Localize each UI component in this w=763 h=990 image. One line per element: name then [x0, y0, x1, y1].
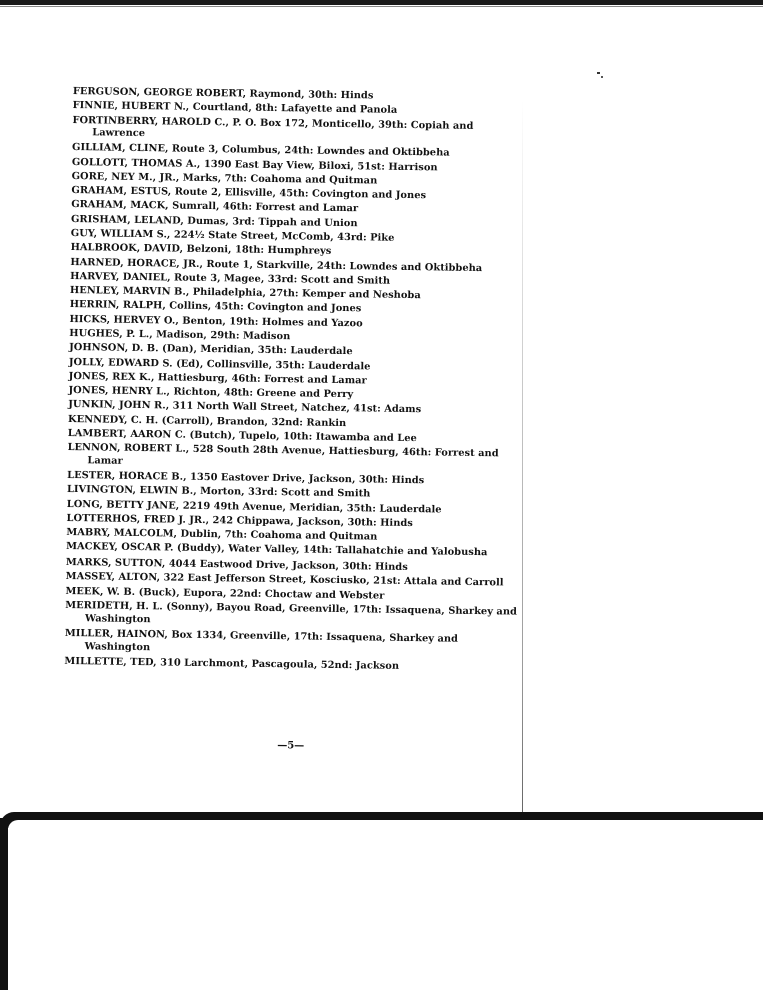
directory-entry: HARNED, HORACE, JR., Route 1, Starkville, 24th: Lowndes and Oktibbeha — [70, 256, 483, 274]
directory-entry: MILLER, HAINON, Box 1334, Greenville, 17th: Issaquena, Sharkey and Washington — [64, 628, 459, 653]
directory-entry: LOTTERHOS, FRED J. JR., 242 Chippawa, Jackson, 30th: Hinds — [66, 512, 413, 529]
directory-entry: HERRIN, RALPH, Collins, 45th: Covington and Jones — [69, 299, 362, 315]
directory-entry: LESTER, HORACE B., 1350 Eastover Drive, Jackson, 30th: Hinds — [67, 469, 425, 487]
top-border-rule-thin — [0, 6, 763, 7]
directory-entry: MABRY, MALCOLM, Dublin, 7th: Coahoma and Quitman — [66, 527, 378, 543]
directory-entry: JOLLY, EDWARD S. (Ed), Collinsville, 35th: Lauderdale — [68, 356, 371, 373]
directory-entry: GORE, NEY M., JR., Marks, 7th: Coahoma and Quitman — [71, 170, 378, 187]
directory-entry: HARVEY, DANIEL, Route 3, Magee, 33rd: Scott and Smith — [70, 270, 391, 287]
directory-entry: MASSEY, ALTON, 322 East Jefferson Street, Kosciusko, 21st: Attala and Carroll — [65, 570, 504, 589]
scan-speck — [601, 76, 603, 78]
directory-entry: GUY, WILLIAM S., 224½ State Street, McComb, 43rd: Pike — [70, 228, 395, 244]
directory-entry: MACKEY, OSCAR P. (Buddy), Water Valley, 14th: Tallahatchie and Yalobusha — [66, 541, 488, 559]
directory-entry: HUGHES, P. L., Madison, 29th: Madison — [69, 327, 291, 343]
directory-entry: JONES, HENRY L., Richton, 48th: Greene and Perry — [68, 385, 354, 401]
directory-entry: MERIDETH, H. L. (Sonny), Bayou Road, Greenville, 17th: Issaquena, Sharkey and Washington — [65, 600, 518, 626]
top-border-rule — [0, 0, 763, 5]
next-page-area — [0, 812, 763, 990]
directory-entry: GILLIAM, CLINE, Route 3, Columbus, 24th: Lowndes and Oktibbeha — [72, 142, 450, 159]
directory-entry: GRISHAM, LELAND, Dumas, 3rd: Tippah and Union — [70, 213, 358, 229]
member-directory-list — [64, 86, 528, 752]
directory-entry: JOHNSON, D. B. (Dan), Meridian, 35th: Lauderdale — [69, 342, 353, 358]
next-page-edge — [0, 812, 763, 828]
directory-entry: HENLEY, MARVIN B., Philadelphia, 27th: Kemper and Neshoba — [69, 285, 421, 302]
directory-entry: GRAHAM, MACK, Sumrall, 46th: Forrest and Lamar — [71, 199, 359, 215]
directory-entry: FINNIE, HUBERT N., Courtland, 8th: Lafayette and Panola — [72, 100, 398, 117]
directory-entry: HALBROOK, DAVID, Belzoni, 18th: Humphreys — [70, 242, 332, 258]
directory-entry: LIVINGTON, ELWIN B., Morton, 33rd: Scott and Smith — [66, 484, 371, 500]
directory-entry: FORTINBERRY, HAROLD C., P. O. Box 172, Monticello, 39th: Copiah and Lawrence — [72, 114, 474, 140]
directory-entry: LENNON, ROBERT L., 528 South 28th Avenue, Hattiesburg, 46th: Forrest and Lamar — [67, 442, 499, 467]
next-page-left-edge — [0, 818, 8, 990]
directory-entry: GRAHAM, ESTUS, Route 2, Ellisville, 45th: Covington and Jones — [71, 185, 427, 202]
directory-entry: LONG, BETTY JANE, 2219 49th Avenue, Meridian, 35th: Lauderdale — [66, 498, 442, 516]
page-number: —5— — [277, 740, 305, 752]
directory-entry: MEEK, W. B. (Buck), Eupora, 22nd: Choctaw and Webster — [65, 586, 385, 602]
directory-entry: GOLLOTT, THOMAS A., 1390 East Bay View, Biloxi, 51st: Harrison — [71, 156, 438, 174]
directory-entry: MARKS, SUTTON, 4044 Eastwood Drive, Jackson, 30th: Hinds — [65, 556, 408, 573]
directory-entry: LAMBERT, AARON C. (Butch), Tupelo, 10th: Itawamba and Lee — [67, 427, 417, 445]
directory-entry: MILLETTE, TED, 310 Larchmont, Pascagoula, 52nd: Jackson — [64, 655, 400, 672]
directory-entry: FERGUSON, GEORGE ROBERT, Raymond, 30th: Hinds — [72, 86, 374, 102]
directory-entry: HICKS, HERVEY O., Benton, 19th: Holmes and Yazoo — [69, 313, 363, 330]
directory-entry: KENNEDY, C. H. (Carroll), Brandon, 32nd: Rankin — [67, 413, 347, 429]
scan-speck — [597, 72, 600, 74]
directory-entry: JUNKIN, JOHN R., 311 North Wall Street, Natchez, 41st: Adams — [68, 399, 422, 416]
directory-entry: JONES, REX K., Hattiesburg, 46th: Forrest and Lamar — [68, 370, 367, 387]
